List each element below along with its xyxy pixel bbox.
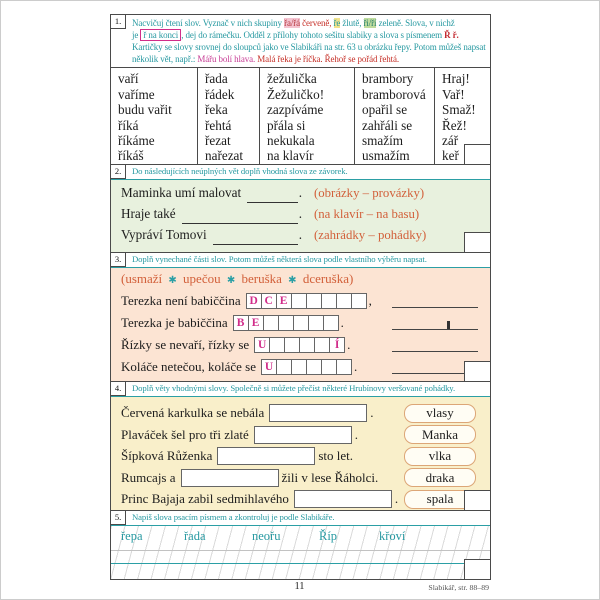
letter-cell	[291, 359, 307, 375]
sentence-text: Princ Bajaja zabil sedmihlavého	[121, 491, 289, 507]
letter-cell	[336, 359, 352, 375]
practice-word: řepa	[121, 529, 143, 544]
sentence-punct: .	[298, 185, 302, 201]
letter-cell	[306, 359, 322, 375]
sentence-tail: .	[370, 405, 374, 421]
instr-text: několik vět, např.:	[132, 54, 198, 65]
answer-write-box	[269, 404, 367, 422]
letter-r-bold: Ř ř.	[444, 30, 459, 41]
letter-cell	[263, 315, 279, 331]
section-2-title: Do následujících neúplných vět doplň vhodná slova ze závorek.	[132, 166, 348, 177]
asterisk-separator-icon: ✱	[226, 275, 236, 287]
write-blank	[213, 232, 298, 245]
letter-cell	[291, 293, 307, 309]
letter-cell	[299, 337, 315, 353]
letter-cell: Í	[329, 337, 345, 353]
section-1-number-badge: 1.	[111, 15, 126, 29]
letter-cell	[351, 293, 367, 309]
letter-cells	[246, 293, 367, 309]
letter-cell	[269, 337, 285, 353]
word-chip: draka	[404, 468, 476, 487]
page-number: 11	[294, 581, 305, 592]
sentence-text: Rumcajs a	[121, 469, 176, 485]
word-chip: Manka	[404, 425, 476, 444]
word-item: Řež!	[442, 117, 467, 133]
word-item: Žežuličko!	[267, 86, 325, 102]
section-3-body	[111, 268, 490, 381]
answer-write-box	[217, 447, 315, 465]
word-item: bramborová	[362, 86, 426, 102]
sentence-punct: ,	[368, 293, 372, 309]
instruction-line-3	[132, 41, 487, 53]
word-item: vaří	[118, 71, 139, 87]
letter-cells	[261, 359, 352, 375]
fairy-tale-row	[121, 402, 484, 424]
letter-cell: D	[246, 293, 262, 309]
practice-word: Říp	[319, 529, 338, 544]
evaluation-box	[464, 559, 491, 580]
letter-cell: U	[254, 337, 270, 353]
handwriting-area	[111, 526, 490, 579]
answer-write-box	[254, 426, 352, 444]
section-3-number-badge: 3.	[111, 253, 126, 267]
word-column-2	[197, 68, 259, 164]
cursor-mark	[447, 321, 450, 329]
letter-cell	[321, 359, 337, 375]
section-4-title: Doplň věty vhodnými slovy. Společně si můžete přečíst některé Hrubínovy veršované pohádky.	[132, 383, 456, 394]
sentence-text: Vypráví Tomovi	[121, 227, 207, 243]
word-item: řeka	[205, 102, 228, 118]
instruction-line-4	[132, 53, 487, 65]
word-bank-open: (usmaží	[121, 271, 163, 287]
instr-text: žlutě,	[340, 18, 364, 28]
letter-box-row	[121, 290, 482, 312]
letter-cell: B	[233, 315, 249, 331]
practice-words	[111, 526, 490, 579]
letter-cell: E	[248, 315, 264, 331]
instruction-line-2	[132, 29, 487, 41]
section-4-number-badge: 4.	[111, 382, 126, 396]
word-item: Vař!	[442, 86, 465, 102]
word-item: budu vařit	[118, 102, 172, 118]
word-item: zahřáli se	[362, 117, 413, 133]
word-item: zazpíváme	[267, 102, 324, 118]
sentence-tail: .	[394, 491, 399, 507]
instr-text: , dej do rámečku. Odděl z přílohy tohoto sešitu slabiky a slova s písmenem	[181, 30, 445, 41]
evaluation-box	[464, 490, 491, 511]
highlight-ra: řa/řá	[284, 18, 300, 28]
fairy-tale-row	[121, 488, 484, 510]
evaluation-box	[464, 144, 491, 165]
section-2-fill-words	[111, 165, 490, 253]
letter-box-row	[121, 334, 482, 356]
instr-text: Kartičky se slovy srovnej do sloupců jako ve Slabikáři na str. 63 u obrázku řepy. Potom můžeš napsat	[132, 42, 486, 53]
letter-cell: C	[261, 293, 277, 309]
sentence-text: Plaváček šel pro tři zlaté	[121, 426, 249, 442]
word-item: nařezat	[205, 148, 244, 164]
section-3-title: Doplň vynechané části slov. Potom můžeš některá slova podle vlastního výběru napsat.	[132, 254, 427, 265]
word-item: řehtá	[205, 117, 232, 133]
letter-cell	[284, 337, 300, 353]
word-column-3	[259, 68, 354, 164]
word-item: přála si	[267, 117, 306, 133]
instr-text: Nacvičuj čtení slov. Vyznač v nich skupiny	[132, 18, 285, 28]
word-choice-hint: (na klavír – na basu)	[314, 207, 420, 222]
example-sentence-3: Řehoř se pořád řehtá.	[322, 54, 400, 65]
sentence-text: Šípková Růženka	[121, 448, 213, 464]
sentence-row	[121, 227, 484, 248]
letter-box-row	[121, 312, 482, 334]
write-blank	[182, 211, 298, 224]
letter-cell: U	[261, 359, 277, 375]
letter-cell	[321, 293, 337, 309]
sentence-text: Řízky se nevaří, řízky se	[121, 337, 250, 353]
letter-cell	[278, 315, 294, 331]
section-2-header	[111, 165, 490, 180]
example-sentence-1: Mářu bolí hlava.	[197, 54, 256, 65]
write-line	[392, 317, 478, 330]
evaluation-box	[464, 232, 491, 253]
framed-phrase: ř na konci	[140, 29, 181, 41]
section-1-word-reading	[111, 15, 490, 165]
section-5-header	[111, 511, 490, 526]
section-4-header	[111, 382, 490, 397]
section-1-instructions	[126, 15, 490, 67]
word-item: brambory	[362, 71, 414, 87]
sentence-punct: .	[340, 315, 344, 331]
answer-write-box	[294, 490, 392, 508]
instr-text: je	[132, 30, 141, 41]
word-item: opařil se	[362, 102, 408, 118]
letter-cells	[233, 315, 339, 331]
asterisk-separator-icon: ✱	[288, 275, 297, 287]
instr-text: zeleně. Slova, v nichž	[376, 18, 455, 28]
section-5-title: Napiš slova psacím písmem a zkontroluj je podle Slabikáře.	[132, 512, 335, 523]
word-chip: spala	[404, 490, 476, 509]
word-column-1	[111, 68, 197, 164]
content-frame	[110, 14, 491, 580]
section-5-handwriting	[111, 511, 490, 579]
asterisk-separator-icon: ✱	[168, 275, 177, 287]
instruction-line-1	[132, 17, 487, 29]
word-item: usmažím	[362, 148, 410, 164]
letter-cell	[276, 359, 292, 375]
word-item: žežulička	[267, 71, 317, 87]
sentence-punct: .	[347, 337, 351, 353]
highlight-re: ře	[333, 18, 341, 28]
word-table	[111, 67, 490, 164]
sentence-text: Koláče netečou, koláče se	[121, 359, 256, 375]
word-item: říkáme	[118, 133, 155, 148]
page-footer	[110, 581, 489, 597]
example-sentence-2: Malá řeka je říčka.	[255, 54, 323, 65]
sentence-row	[121, 185, 484, 206]
word-item: Hraj!	[442, 71, 470, 87]
word-item: říkáš	[118, 148, 144, 164]
sentence-text: Terezka je babiččina	[121, 315, 228, 331]
word-item: zář	[442, 133, 459, 148]
write-line	[392, 295, 478, 308]
letter-cell	[293, 315, 309, 331]
section-5-number-badge: 5.	[111, 511, 126, 525]
section-2-number-badge: 2.	[111, 165, 126, 179]
section-1-header	[111, 15, 490, 67]
sentence-row	[121, 206, 484, 227]
word-item: vaříme	[118, 86, 155, 102]
word-bank-word: upečou	[183, 271, 221, 287]
word-item: řezat	[205, 133, 231, 148]
word-item: smažím	[362, 133, 404, 148]
sentence-text: Hraje také	[121, 206, 176, 222]
word-item: řada	[205, 71, 228, 87]
word-choice-hint: (zahrádky – pohádky)	[314, 228, 427, 243]
answer-write-box	[181, 469, 279, 487]
sentence-punct: .	[353, 359, 358, 375]
word-bank	[121, 271, 482, 290]
sentence-punct: .	[298, 227, 302, 243]
practice-word: křoví	[379, 529, 406, 544]
section-3-header	[111, 253, 490, 268]
letter-cell	[314, 337, 330, 353]
word-choice-hint: (obrázky – provázky)	[314, 186, 425, 201]
source-reference: Slabikář, str. 88–89	[428, 583, 489, 592]
section-2-body	[111, 180, 490, 252]
practice-word: řada	[184, 529, 206, 544]
write-line	[392, 339, 478, 352]
highlight-ri: ři/ří	[363, 18, 377, 28]
section-4-fairy-tales	[111, 382, 490, 511]
letter-cell	[308, 315, 324, 331]
word-item: Smaž!	[442, 102, 476, 118]
section-3-missing-letters	[111, 253, 490, 382]
practice-word: neořu	[252, 529, 281, 544]
sentence-text: Červená karkulka se nebála	[121, 405, 265, 421]
letter-box-row	[121, 356, 482, 378]
word-chip: vlasy	[404, 404, 476, 423]
letter-cell	[306, 293, 322, 309]
letter-cell: E	[276, 293, 292, 309]
fairy-tale-row	[121, 424, 484, 446]
word-column-4	[354, 68, 434, 164]
sentence-tail: sto let.	[318, 448, 354, 464]
word-item: řádek	[205, 86, 235, 102]
word-item: na klavír	[267, 148, 314, 164]
evaluation-box	[464, 361, 491, 382]
word-item: nekukala	[267, 133, 315, 148]
letter-cell	[336, 293, 352, 309]
sentence-text: Maminka umí malovat	[121, 185, 242, 201]
fairy-tale-row	[121, 467, 484, 489]
write-blank	[247, 190, 298, 203]
fairy-tale-row	[121, 445, 484, 467]
sentence-punct: .	[298, 206, 302, 222]
letter-cell	[323, 315, 339, 331]
sentence-tail: žili v lese Řáholci.	[281, 469, 379, 485]
word-item: říká	[118, 117, 139, 133]
word-chip: vlka	[404, 447, 476, 466]
word-bank-word: beruška	[241, 271, 282, 287]
word-item: keř	[442, 148, 459, 164]
letter-cells	[254, 337, 345, 353]
sentence-text: Terezka není babiččina	[121, 293, 241, 309]
section-4-body	[111, 397, 490, 510]
instr-red-word: červeně,	[302, 18, 332, 28]
sentence-tail: .	[354, 426, 359, 442]
word-bank-word: dceruška)	[302, 271, 354, 287]
